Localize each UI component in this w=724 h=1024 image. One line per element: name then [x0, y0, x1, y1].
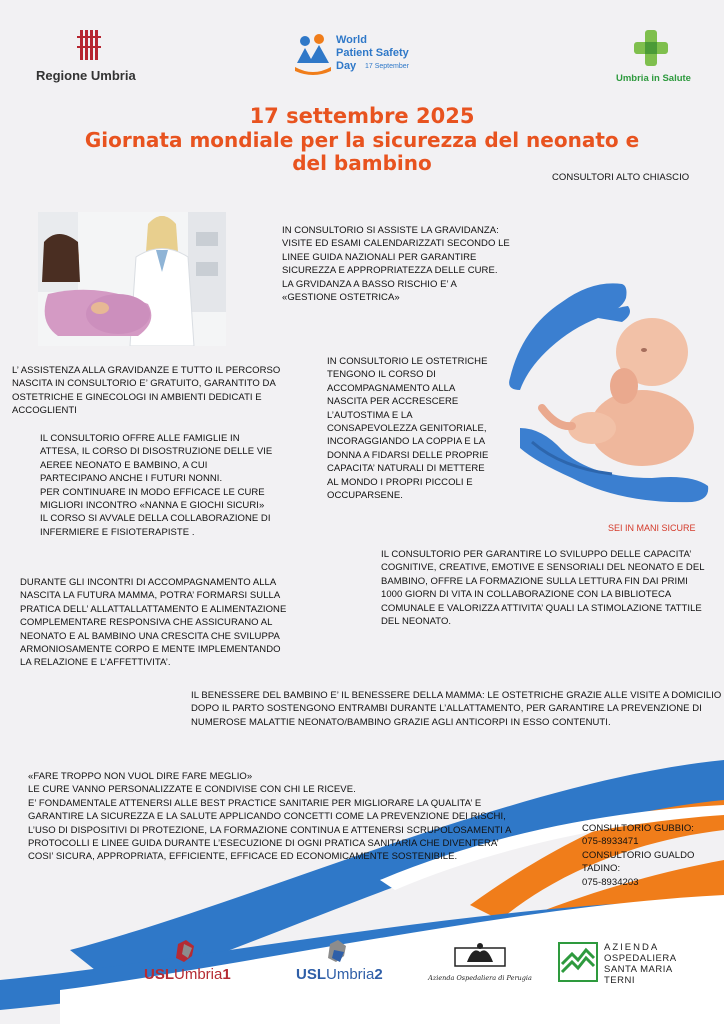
pregnancy-visit-photo: [38, 212, 226, 346]
perugia-label: Azienda Ospedaliera di Perugia: [428, 974, 532, 982]
usl2-umbria: Umbria: [326, 966, 375, 983]
terni-line1: AZIENDA: [604, 942, 660, 953]
wpsd-line1: World: [336, 34, 367, 46]
green-cross-icon: [612, 28, 702, 68]
people-figures-icon: [293, 33, 333, 75]
terni-line4: TERNI: [604, 975, 635, 986]
usl2-number: 2: [374, 966, 383, 983]
baby-in-hands-illustration: [502, 278, 714, 504]
usl-umbria-1-logo: [144, 940, 234, 986]
page-title-line2: Giornata mondiale per la sicurezza del neonato e: [84, 128, 640, 152]
caption-mani-sicure: SEI IN MANI SICURE: [608, 523, 696, 533]
terni-line2: OSPEDALIERA: [604, 953, 677, 964]
paragraph-disostruzione: IL CONSULTORIO OFFRE ALLE FAMIGLIE IN ATTESA, IL CORSO DI DISOSTRUZIONE DELLE VIE AEREE NEONATO E BAMBINO, A CUI PARTECIPANO ANCHE I FUTURI NONNI. PER CONTINUARE IN MODO EFFICACE LE CURE MIGLIORI INCONTRO «NANNA E GIOCHI SICURI» IL CORSO SI AVVALE DELLA COLLABORAZIONE DI INFERMIERE E FISIOTERAPISTE .: [40, 433, 273, 538]
perugia-griffin-emblem-icon: [445, 942, 515, 970]
page-title-date: 17 settembre 2025: [249, 104, 475, 128]
paragraph-gravidanza: IN CONSULTORIO SI ASSISTE LA GRAVIDANZA: VISITE ED ESAMI CALENDARIZZATI SECONDO LE LINEE GUIDA NAZIONALI PER GARANTIRE SICUREZZA E APPROPRIATEZZA DELLE CURE. LA GRVIDANZA A BASSO RISCHIO E’ A «GESTIONE OSTETRICA»: [282, 225, 510, 304]
usl1-umbria: Umbria: [174, 966, 223, 983]
subtitle-consultori: CONSULTORI ALTO CHIASCIO: [552, 172, 690, 183]
usl-umbria-2-logo: [296, 940, 386, 986]
world-patient-safety-day-logo: [293, 33, 453, 79]
wpsd-line2: Patient Safety: [336, 47, 409, 59]
paragraph-fare-troppo: «FARE TROPPO NON VUOL DIRE FARE MEGLIO» LE CURE VANNO PERSONALIZZATE E CONDIVISE CON CHI LE RICEVE. E’ FONDAMENTALE ATTENERSI ALLE BEST PRACTICE SANITARIE PER MIGLIORARE LA QUALITA’ E GARANTIRE LA SICUREZZA E LA SALUTE APPLICANDO CONCETTI COME LA PREVENZIONE DEI RISCHI, L’USO DI DISPOSITIVI DI PROTEZIONE, LA FORMAZIONE CONTINUA E ATTENERSI SCRUPOLOSAMENTI A PROTOCOLLI E LINEE GUIDA DURANTE L’ESECUZIONE DI OGNI PRATICA SANITARIA CHE DIVENTERA’ COSI’ SICURA, APPROPRIATA, EFFICIENTE, EFFICACE ED ECONOMICAMENTE SOSTENIBILE.: [28, 771, 512, 863]
regione-umbria-emblem-icon: [30, 28, 150, 62]
page-title-line3: del bambino: [292, 151, 432, 175]
umbria-in-salute-label: Umbria in Salute: [616, 73, 691, 84]
contacts-consultori: CONSULTORIO GUBBIO: 075-8933471 CONSULTORIO GUALDO TADINO: 075-8934203: [582, 823, 695, 888]
paragraph-assistenza: L’ ASSISTENZA ALLA GRAVIDANZE E TUTTO IL PERCORSO NASCITA IN CONSULTORIO E’ GRATUITO, GARANTITO DA OSTETRICHE E GINECOLOGI IN AMBIENTI DEDICATI E ACCOGLIENTI: [12, 365, 281, 417]
regione-umbria-label: Regione Umbria: [36, 68, 136, 83]
usl1-prefix: USL: [144, 966, 174, 983]
umbria-map-red-icon: [172, 940, 198, 964]
terni-green-emblem-icon: [558, 942, 598, 982]
wpsd-line3: Day: [336, 60, 357, 72]
umbria-map-blue-icon: [324, 940, 350, 964]
paragraph-allattamento: DURANTE GLI INCONTRI DI ACCOMPAGNAMENTO ALLA NASCITA LA FUTURA MAMMA, POTRA’ FORMARSI SULLA PRATICA DELL’ ALLATTALLATTAMENTO E ALIMENTAZIONE COMPLEMENTARE RESPONSIVA CHE ASSICURANO AL NEONATO E AL BAMBINO UNA CRESCITA CHE SVILUPPA ARMONIOSAMENTE CORPO E MENTE IMPLEMENTANDO LA RELAZIONE E L’AFFETTIVITA’.: [20, 577, 287, 669]
azienda-terni-logo: [558, 942, 678, 986]
paragraph-benessere: IL BENESSERE DEL BAMBINO E’ IL BENESSERE DELLA MAMMA: LE OSTETRICHE GRAZIE ALLE VISITE A DOMICILIO DOPO IL PARTO SOSTENGONO ENTRAMBI DURANTE L’ALLATTAMENTO, PER GARANTIRE LA PREVENZIONE DI NUMEROSE MALATTIE NEONATO/BAMBINO GRAZIE AGLI ANTICORPI IN ESSO CONTENUTI.: [191, 690, 722, 728]
wpsd-date: 17 September: [365, 63, 409, 70]
usl2-prefix: USL: [296, 966, 326, 983]
paragraph-corso-nascita: IN CONSULTORIO LE OSTETRICHE TENGONO IL CORSO DI ACCOMPAGNAMENTO ALLA NASCITA PER ACCRESCERE L’AUTOSTIMA E LA CONSAPEVOLEZZA GENITORIALE, INCORAGGIANDO LA COPPIA E LA DONNA A FIDARSI DELLE PROPRIE CAPACITA’ NATURALI DI METTERE AL MONDO I PROPRI PICCOLI E OCCUPARSENE.: [327, 356, 489, 502]
regione-umbria-logo: [30, 28, 150, 88]
paragraph-sviluppo: IL CONSULTORIO PER GARANTIRE LO SVILUPPO DELLE CAPACITA’ COGNITIVE, CREATIVE, EMOTIVE E SENSORIALI DEL NEONATO E DEL BAMBINO, OFFRE LA FORMAZIONE SULLA LETTURA FIN DAI PRIMI 1000 GIORN DI VITA IN COLLABORAZIONE CON LA BIBLIOTECA COMUNALE E VALORIZZA ATTIVITA’ QUALI LA STIMOLAZIONE TATTILE DEL NEONATO.: [381, 549, 705, 628]
usl1-number: 1: [222, 966, 231, 983]
terni-line3: SANTA MARIA: [604, 964, 673, 975]
azienda-ospedaliera-perugia-logo: [420, 942, 540, 986]
umbria-in-salute-logo: [612, 28, 702, 88]
